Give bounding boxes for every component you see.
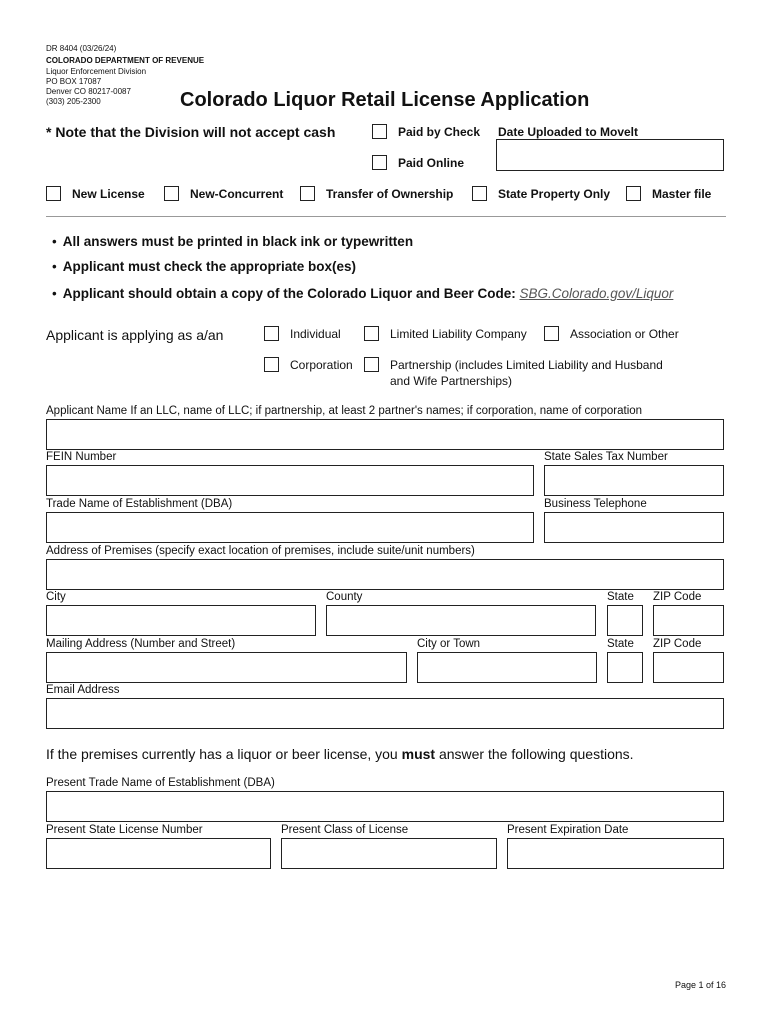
state-property-checkbox[interactable] — [472, 186, 487, 201]
partnership-label-line2: and Wife Partnerships) — [390, 374, 513, 388]
mailing-address-label: Mailing Address (Number and Street) — [46, 638, 236, 650]
instruction-item: • Applicant must check the appropriate box(es) — [52, 259, 357, 274]
department-name: COLORADO DEPARTMENT OF REVENUE — [46, 56, 205, 65]
mailing-state-label: State — [607, 638, 634, 650]
corporation-checkbox[interactable] — [264, 357, 279, 372]
state-label: State — [607, 591, 634, 603]
individual-checkbox[interactable] — [264, 326, 279, 341]
master-file-label: Master file — [652, 187, 712, 201]
date-uploaded-label: Date Uploaded to Movelt — [498, 125, 639, 139]
city-or-town-label: City or Town — [417, 638, 481, 650]
mailing-state-field[interactable] — [607, 652, 643, 683]
individual-label: Individual — [290, 327, 341, 341]
present-license-number-label: Present State License Number — [46, 824, 203, 836]
partnership-checkbox[interactable] — [364, 357, 379, 372]
zip-label: ZIP Code — [653, 591, 702, 603]
transfer-ownership-checkbox[interactable] — [300, 186, 315, 201]
business-phone-label: Business Telephone — [544, 498, 647, 510]
paid-online-checkbox[interactable] — [372, 155, 387, 170]
mailing-zip-field[interactable] — [653, 652, 724, 683]
new-license-checkbox[interactable] — [46, 186, 61, 201]
premises-must: must — [401, 746, 436, 762]
present-class-field[interactable] — [281, 838, 497, 869]
transfer-ownership-label: Transfer of Ownership — [326, 187, 454, 201]
present-expiration-label: Present Expiration Date — [507, 824, 629, 836]
phone-number: (303) 205-2300 — [46, 97, 101, 106]
association-label: Association or Other — [570, 327, 679, 341]
state-field[interactable] — [607, 605, 643, 636]
county-field[interactable] — [326, 605, 596, 636]
instruction-text: Applicant should obtain a copy of the Colorado Liquor and Beer Code: — [62, 286, 516, 301]
trade-name-label: Trade Name of Establishment (DBA) — [46, 498, 233, 510]
premises-prefix: If the premises currently has a liquor or beer license, you — [46, 746, 402, 762]
new-concurrent-label: New-Concurrent — [190, 187, 284, 201]
page-number: Page 1 of 16 — [674, 980, 726, 990]
paid-online-label: Paid Online — [398, 156, 465, 170]
mailing-address-field[interactable] — [46, 652, 407, 683]
instruction-text: Applicant must check the appropriate box(es) — [62, 259, 357, 274]
divider — [46, 216, 726, 217]
zip-field[interactable] — [653, 605, 724, 636]
state-property-label: State Property Only — [498, 187, 611, 201]
form-number: DR 8404 (03/26/24) — [46, 44, 117, 53]
association-checkbox[interactable] — [544, 326, 559, 341]
instruction-item: • All answers must be printed in black ink or typewritten — [52, 234, 414, 249]
liquor-code-link[interactable]: SBG.Colorado.gov/Liquor — [519, 286, 674, 301]
corporation-label: Corporation — [290, 358, 353, 372]
state-sales-tax-field[interactable] — [544, 465, 724, 496]
cash-note: * Note that the Division will not accept cash — [46, 124, 336, 140]
email-field[interactable] — [46, 698, 724, 729]
fein-label: FEIN Number — [46, 451, 117, 463]
po-box: PO BOX 17087 — [46, 77, 102, 86]
applicant-type-label: Applicant is applying as a/an — [46, 327, 224, 343]
page-title: Colorado Liquor Retail License Application — [180, 89, 590, 111]
instruction-item: • Applicant should obtain a copy of the Colorado Liquor and Beer Code: SBG.Colorado.gov/Liquor — [52, 286, 674, 301]
address-premises-field[interactable] — [46, 559, 724, 590]
instruction-text: All answers must be printed in black ink or typewritten — [62, 234, 414, 249]
premises-suffix: answer the following questions. — [435, 746, 634, 762]
llc-label: Limited Liability Company — [390, 327, 527, 341]
city-field[interactable] — [46, 605, 316, 636]
present-trade-name-label: Present Trade Name of Establishment (DBA) — [46, 777, 275, 789]
state-sales-tax-label: State Sales Tax Number — [544, 451, 668, 463]
city-zip: Denver CO 80217-0087 — [46, 87, 131, 96]
date-uploaded-field[interactable] — [496, 139, 724, 171]
paid-by-check-checkbox[interactable] — [372, 124, 387, 139]
applicant-name-field[interactable] — [46, 419, 724, 450]
city-or-town-field[interactable] — [417, 652, 597, 683]
partnership-label-line1: Partnership (includes Limited Liability and Husband — [390, 358, 663, 372]
business-phone-field[interactable] — [544, 512, 724, 543]
present-trade-name-field[interactable] — [46, 791, 724, 822]
email-label: Email Address — [46, 684, 120, 696]
master-file-checkbox[interactable] — [626, 186, 641, 201]
division-name: Liquor Enforcement Division — [46, 67, 147, 76]
trade-name-field[interactable] — [46, 512, 534, 543]
present-class-label: Present Class of License — [281, 824, 409, 836]
present-license-number-field[interactable] — [46, 838, 271, 869]
paid-by-check-label: Paid by Check — [398, 125, 481, 139]
address-premises-label: Address of Premises (specify exact location of premises, include suite/unit numbers) — [46, 545, 475, 557]
new-concurrent-checkbox[interactable] — [164, 186, 179, 201]
city-label: City — [46, 591, 66, 603]
mailing-zip-label: ZIP Code — [653, 638, 702, 650]
premises-question — [46, 746, 634, 762]
applicant-name-label: Applicant Name If an LLC, name of LLC; if partnership, at least 2 partner's names; if corporation, name of corporation — [46, 405, 643, 417]
new-license-label: New License — [72, 187, 145, 201]
fein-field[interactable] — [46, 465, 534, 496]
present-expiration-field[interactable] — [507, 838, 724, 869]
llc-checkbox[interactable] — [364, 326, 379, 341]
county-label: County — [326, 591, 363, 603]
